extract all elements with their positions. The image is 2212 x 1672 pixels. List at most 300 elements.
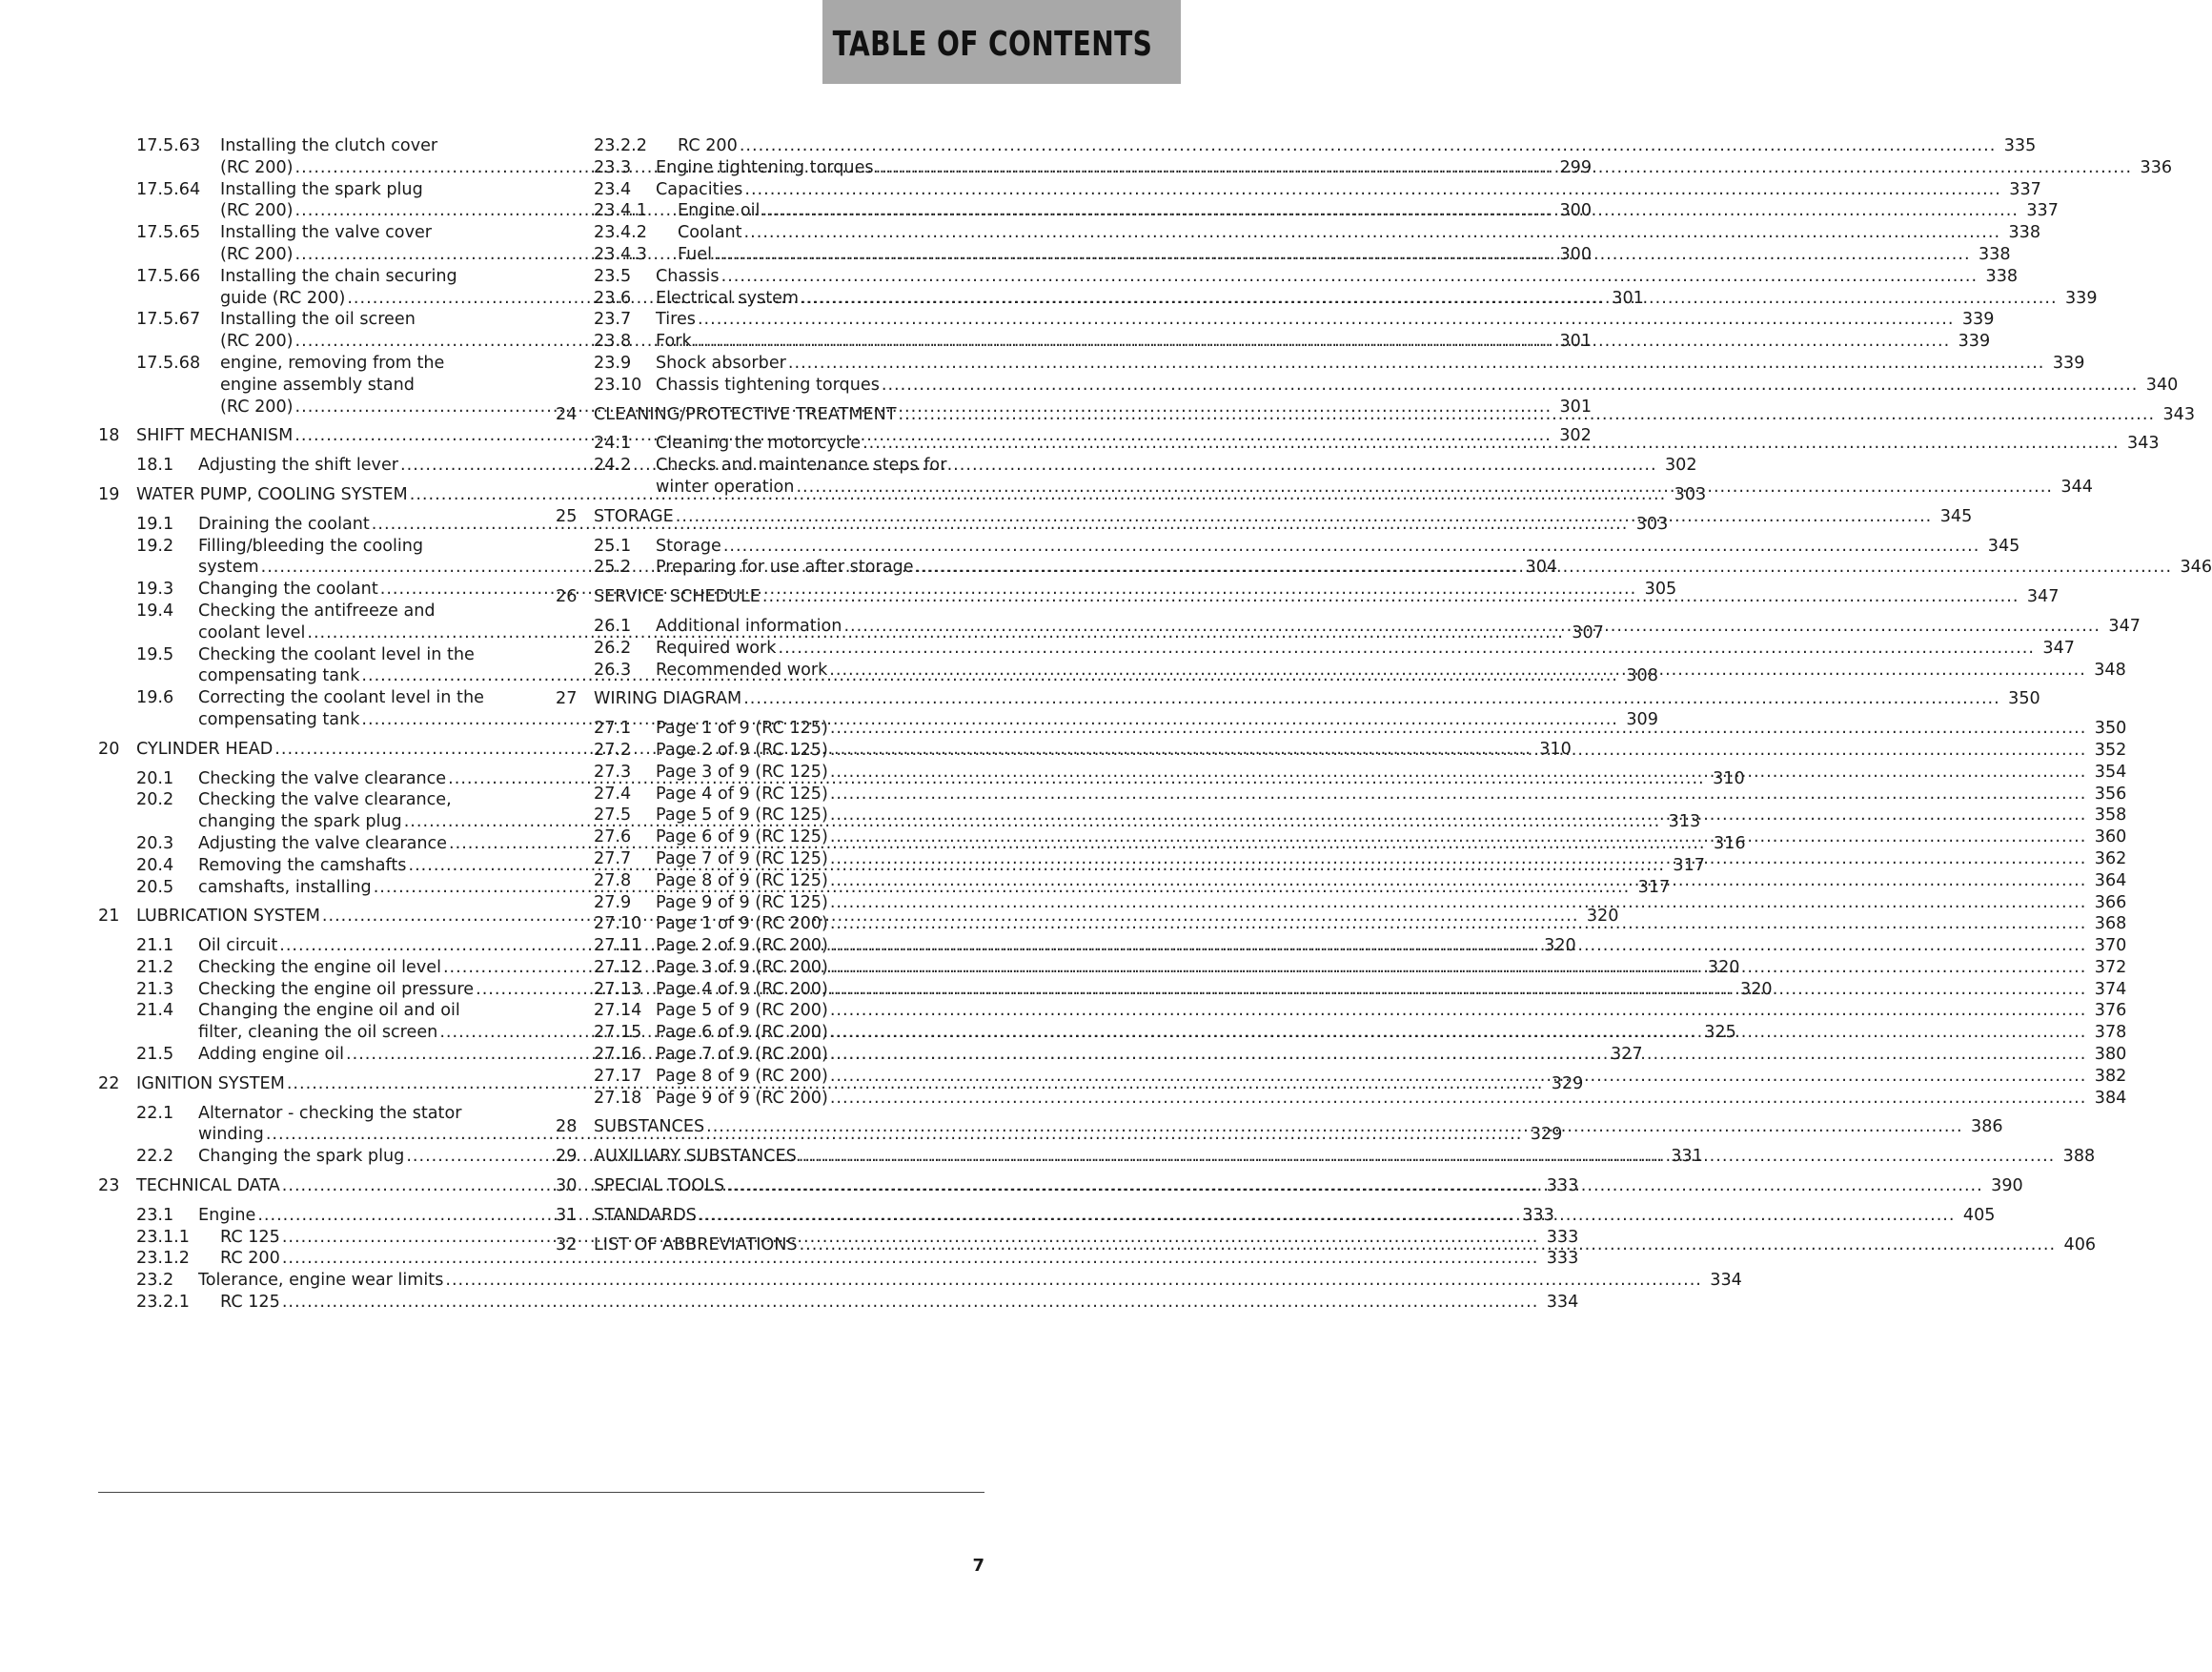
toc-entry[interactable] (556, 455, 984, 477)
toc-dot-leader (882, 375, 2139, 397)
toc-entry-page: 334 (1710, 1271, 1742, 1291)
toc-entry-page: 347 (2042, 638, 2075, 658)
toc-entry-page: 336 (2140, 157, 2173, 177)
toc-entry-page: 384 (2094, 1088, 2127, 1108)
toc-entry-title: (RC 200) (220, 157, 294, 177)
toc-entry-number: 23.8 (594, 332, 632, 352)
toc-entry-page: 354 (2094, 762, 2127, 782)
toc-entry-title: Page 4 of 9 (RC 200) (656, 979, 828, 999)
toc-entry-page: 382 (2094, 1066, 2127, 1086)
toc-entry-title: camshafts, installing (198, 877, 372, 897)
toc-entry-number: 24.2 (594, 456, 632, 476)
toc-entry-title: Installing the clutch cover (220, 136, 438, 155)
toc-entry-number: 23.4.3 (594, 244, 647, 264)
toc-entry-title: Engine oil (678, 201, 761, 221)
toc-entry-title: CYLINDER HEAD (136, 739, 274, 759)
toc-entry-number: 23.3 (594, 157, 632, 177)
toc-entry-page: 352 (2094, 740, 2127, 760)
toc-entry-page: 302 (1664, 456, 1697, 476)
toc-entry-number: 23.6 (594, 288, 632, 308)
toc-entry-page: 305 (1644, 580, 1677, 600)
toc-entry-page: 320 (1544, 936, 1576, 956)
toc-entry-page: 343 (2162, 404, 2196, 424)
toc-entry-title: Recommended work (656, 660, 828, 680)
toc-dot-leader (726, 1175, 1983, 1197)
toc-entry-page: 347 (2026, 587, 2060, 607)
toc-dot-leader (830, 870, 2087, 892)
page-title: TABLE OF CONTENTS (832, 25, 1152, 64)
toc-entry-title: engine assembly stand (220, 375, 415, 395)
toc-entry-title: Additional information (656, 616, 842, 636)
toc-entry-number: 20.3 (136, 833, 174, 853)
toc-entry-title: Correcting the coolant level in the (198, 688, 484, 708)
toc-entry-title: Capacities (656, 179, 743, 199)
toc-entry-number: 27.14 (594, 1001, 642, 1021)
toc-entry-title: Page 1 of 9 (RC 125) (656, 719, 828, 739)
toc-entry-title: Checks and maintenance steps for (656, 456, 947, 476)
toc-entry-page: 304 (1525, 558, 1558, 578)
toc-dot-leader (862, 433, 2120, 455)
toc-entry-number: 23.2.2 (594, 136, 647, 155)
toc-entry-number: 28 (556, 1117, 578, 1137)
page-number: 7 (972, 1556, 984, 1576)
toc-entry-title: winding (198, 1125, 264, 1145)
toc-entry-page: 317 (1637, 877, 1671, 897)
toc-entry-title: Installing the oil screen (220, 310, 416, 330)
toc-entry-page: 347 (2108, 616, 2141, 636)
toc-entry-page: 372 (2094, 957, 2127, 977)
toc-entry-number: 23.4.2 (594, 223, 647, 243)
toc-entry-page: 337 (2026, 201, 2059, 221)
toc-entry-number: 23.2.1 (136, 1293, 190, 1313)
toc-entry-title: Page 2 of 9 (RC 125) (656, 740, 828, 760)
toc-entry-title: Page 2 of 9 (RC 200) (656, 936, 828, 956)
toc-entry-number: 20 (98, 739, 120, 759)
toc-entry-title: Adjusting the shift lever (198, 456, 399, 476)
toc-dot-leader (830, 762, 2087, 784)
toc-entry-title: Storage (656, 536, 721, 556)
toc-entry-number: 19.5 (136, 644, 174, 664)
toc-dot-leader (676, 506, 1933, 528)
toc-entry-page: 348 (2094, 660, 2126, 680)
toc-entry-title: RC 200 (678, 136, 738, 155)
toc-entry-title: SUBSTANCES (594, 1117, 705, 1137)
toc-entry[interactable] (98, 1103, 526, 1125)
toc-entry[interactable] (98, 309, 526, 331)
toc-entry[interactable] (556, 309, 1995, 331)
toc-entry-number: 19 (98, 484, 120, 504)
toc-entry-number: 19.4 (136, 601, 174, 621)
toc-entry-number: 23.1 (136, 1205, 174, 1225)
toc-dot-leader (830, 826, 2087, 848)
toc-entry-page: 339 (1958, 332, 1991, 352)
toc-entry-number: 23.4 (594, 179, 632, 199)
toc-dot-leader (843, 616, 2100, 638)
toc-dot-leader (445, 1270, 1702, 1292)
toc-entry-title: Oil circuit (198, 936, 278, 956)
toc-entry-page: 350 (2008, 689, 2040, 709)
toc-entry-title: Fork (656, 332, 692, 352)
toc-entry-title: SPECIAL TOOLS (594, 1176, 725, 1196)
toc-entry[interactable] (556, 375, 2179, 397)
toc-entry-title: Adding engine oil (198, 1045, 345, 1065)
toc-entry[interactable] (556, 784, 2127, 805)
toc-entry-title: STANDARDS (594, 1205, 697, 1225)
toc-dot-leader (830, 1044, 2087, 1066)
toc-entry-continuation[interactable] (98, 375, 526, 397)
toc-entry[interactable] (98, 1248, 1579, 1270)
toc-entry-page: 388 (2062, 1147, 2096, 1167)
toc-entry[interactable] (98, 601, 526, 622)
toc-entry-page: 307 (1572, 622, 1604, 642)
toc-entry-title: Chassis tightening torques (656, 375, 880, 395)
toc-entry-number: 27.11 (594, 936, 642, 956)
toc-dot-leader (830, 1022, 2087, 1044)
toc-entry-page: 339 (2064, 288, 2098, 308)
toc-entry-title: Page 3 of 9 (RC 125) (656, 762, 828, 782)
toc-entry-page: 313 (1668, 812, 1701, 832)
toc-entry-title: filter, cleaning the oil screen (198, 1023, 438, 1043)
toc-entry-number: 23.4.1 (594, 201, 647, 221)
toc-dot-leader (761, 200, 2019, 222)
toc-dot-leader (830, 784, 2087, 805)
toc-entry-number: 18 (98, 426, 120, 446)
toc-entry-number: 26.2 (594, 638, 632, 658)
toc-entry[interactable] (98, 1270, 1742, 1292)
toc-entry[interactable] (556, 353, 2085, 375)
toc-entry-page: 345 (1987, 536, 2020, 556)
toc-entry-page: 299 (1559, 157, 1593, 177)
toc-entry-number: 17.5.63 (136, 136, 201, 155)
toc-entry-title: Installing the spark plug (220, 179, 423, 199)
toc-entry-page: 338 (1978, 244, 2011, 264)
toc-dot-leader (282, 1292, 1539, 1314)
toc-entry[interactable] (98, 135, 526, 157)
toc-entry-number: 27.8 (594, 870, 632, 890)
toc-entry-title: RC 200 (220, 1249, 280, 1269)
toc-entry-number: 27.17 (594, 1066, 642, 1086)
toc-dot-leader (721, 266, 1979, 288)
toc-entry-title: Fuel (678, 244, 713, 264)
toc-entry-number: 23.10 (594, 375, 642, 395)
toc-entry-title: Page 9 of 9 (RC 125) (656, 892, 828, 912)
toc-entry-page: 406 (2063, 1234, 2097, 1254)
toc-dot-leader (830, 1066, 2087, 1088)
toc-entry-number: 23.1.2 (136, 1249, 190, 1269)
toc-entry-title: Changing the spark plug (198, 1147, 405, 1167)
toc-dot-leader (916, 557, 2173, 579)
toc-entry[interactable] (98, 536, 526, 558)
toc-entry-number: 19.6 (136, 688, 174, 708)
toc-dot-leader (706, 1116, 1963, 1138)
toc-dot-leader (801, 288, 2058, 310)
toc-entry-page: 405 (1962, 1205, 1996, 1225)
toc-entry[interactable] (556, 222, 2041, 244)
toc-entry-page: 333 (1546, 1227, 1579, 1247)
toc-entry-title: Changing the engine oil and oil (198, 1001, 460, 1021)
toc-entry-page: 337 (2009, 179, 2041, 199)
toc-entry-page: 333 (1546, 1176, 1579, 1196)
toc-dot-leader (830, 848, 2087, 870)
toc-entry-title: SHIFT MECHANISM (136, 426, 294, 446)
toc-entry-page: 300 (1559, 244, 1593, 264)
toc-entry-title: WIRING DIAGRAM (594, 689, 742, 709)
toc-entry-title: (RC 200) (220, 332, 294, 352)
toc-dot-leader (830, 718, 2087, 740)
toc-entry[interactable] (556, 536, 2020, 558)
toc-entry-title: WATER PUMP, COOLING SYSTEM (136, 484, 408, 504)
toc-entry-number: 27.9 (594, 892, 632, 912)
toc-entry-title: Chassis (656, 266, 720, 286)
toc-entry-title: Installing the valve cover (220, 223, 433, 243)
toc-entry-title: Checking the engine oil level (198, 957, 441, 977)
toc-entry[interactable] (98, 687, 526, 709)
toc-entry-number: 31 (556, 1205, 578, 1225)
toc-entry[interactable] (556, 266, 2019, 288)
toc-entry-page: 343 (2127, 434, 2160, 454)
toc-entry-title: IGNITION SYSTEM (136, 1073, 285, 1093)
toc-entry-title: compensating tank (198, 666, 360, 686)
toc-entry-title: winter operation (656, 477, 795, 497)
toc-entry-title: Alternator - checking the stator (198, 1103, 462, 1123)
toc-entry[interactable] (98, 1292, 1579, 1314)
toc-dot-leader (714, 244, 1971, 266)
toc-entry-page: 334 (1546, 1293, 1579, 1313)
toc-entry-page: 366 (2094, 892, 2127, 912)
toc-entry-number: 27.12 (594, 957, 642, 977)
toc-entry-number: 22.1 (136, 1103, 174, 1123)
toc-entry-number: 27.16 (594, 1045, 642, 1065)
toc-entry-title: Page 7 of 9 (RC 200) (656, 1045, 828, 1065)
toc-dot-leader (830, 957, 2087, 979)
toc-entry-title: Changing the coolant (198, 580, 378, 600)
toc-entry-title: Checking the coolant level in the (198, 644, 475, 664)
toc-entry-number: 25 (556, 506, 578, 526)
toc-entry-title: CLEANING/PROTECTIVE TREATMENT (594, 404, 897, 424)
toc-entry-page: 320 (1740, 979, 1773, 999)
toc-entry-number: 20.1 (136, 768, 174, 788)
toc-entry-title: Page 5 of 9 (RC 125) (656, 805, 828, 826)
toc-dot-leader (740, 135, 1997, 157)
toc-entry-number: 25.2 (594, 558, 632, 578)
toc-dot-leader (788, 353, 2045, 375)
toc-entry-page: 344 (2060, 477, 2093, 497)
toc-entry-page: 303 (1674, 484, 1707, 504)
toc-entry-page: 317 (1673, 855, 1705, 875)
toc-dot-leader (723, 536, 1980, 558)
toc-entry-number: 24 (556, 404, 578, 424)
toc-entry[interactable] (556, 892, 2127, 914)
toc-entry-number: 17.5.65 (136, 223, 201, 243)
toc-entry[interactable] (556, 638, 2075, 660)
toc-entry-number: 25.1 (594, 536, 632, 556)
toc-entry[interactable] (98, 353, 526, 375)
toc-entry-number: 26 (556, 587, 578, 607)
toc-entry-number: 27.6 (594, 827, 632, 847)
toc-entry-page: 310 (1713, 768, 1745, 788)
toc-entry-page: 329 (1530, 1125, 1563, 1145)
toc-entry[interactable] (98, 644, 526, 666)
toc-entry-number: 27.15 (594, 1023, 642, 1043)
toc-entry-title: Page 8 of 9 (RC 200) (656, 1066, 828, 1086)
toc-entry-number: 27.18 (594, 1088, 642, 1108)
toc-dot-leader (699, 1205, 1956, 1227)
toc-entry-number: 22.2 (136, 1147, 174, 1167)
toc-entry-page: 376 (2094, 1001, 2127, 1021)
toc-entry-title: RC 125 (220, 1293, 280, 1313)
toc-entry-number: 19.3 (136, 580, 174, 600)
toc-entry-title: Cleaning the motorcycle (656, 434, 862, 454)
toc-entry-number: 21.5 (136, 1045, 174, 1065)
toc-entry-number: 24.1 (594, 434, 632, 454)
toc-entry-number: 23.2 (136, 1271, 174, 1291)
toc-dot-leader (744, 179, 2001, 201)
toc-entry-number: 20.2 (136, 790, 174, 810)
toc-entry-title: Checking the engine oil pressure (198, 979, 475, 999)
toc-dot-leader (830, 979, 2087, 1001)
toc-entry-page: 320 (1707, 957, 1740, 977)
toc-entry-title: (RC 200) (220, 244, 294, 264)
toc-entry[interactable] (556, 179, 2041, 201)
toc-entry-number: 29 (556, 1147, 578, 1167)
toc-entry[interactable] (98, 1000, 526, 1022)
toc-entry-title: Page 9 of 9 (RC 200) (656, 1088, 828, 1108)
toc-entry-title: engine, removing from the (220, 353, 445, 373)
toc-dot-leader (800, 1234, 2057, 1256)
toc-entry-number: 19.1 (136, 514, 174, 534)
toc-entry-number: 26.1 (594, 616, 632, 636)
toc-entry-title: Coolant (678, 223, 742, 243)
toc-entry-title: Page 4 of 9 (RC 125) (656, 784, 828, 804)
toc-entry-page: 358 (2094, 805, 2127, 826)
toc-entry-page: 346 (2180, 558, 2212, 578)
toc-entry[interactable] (98, 266, 526, 288)
toc-entry-page: 325 (1704, 1023, 1736, 1043)
toc-entry-title: TECHNICAL DATA (136, 1176, 280, 1196)
toc-dot-leader (796, 477, 2053, 499)
toc-entry-number: 17.5.64 (136, 179, 201, 199)
toc-entry[interactable] (556, 135, 2037, 157)
toc-entry-number: 27.10 (594, 914, 642, 934)
toc-dot-leader (829, 660, 2086, 682)
toc-entry-number: 21 (98, 907, 120, 927)
toc-entry-number: 23.5 (594, 266, 632, 286)
toc-entry[interactable] (556, 1000, 2127, 1022)
toc-entry-title: Page 8 of 9 (RC 125) (656, 870, 828, 890)
toc-entry-page: 327 (1610, 1045, 1643, 1065)
toc-entry-title: LIST OF ABBREVIATIONS (594, 1234, 798, 1254)
toc-entry-number: 17.5.66 (136, 266, 201, 286)
toc-entry-title: Page 7 of 9 (RC 125) (656, 848, 828, 868)
toc-entry-title: guide (RC 200) (220, 288, 346, 308)
toc-entry-page: 301 (1559, 397, 1593, 417)
toc-entry-page: 308 (1626, 666, 1658, 686)
toc-entry-title: LUBRICATION SYSTEM (136, 907, 320, 927)
toc-entry-title: Installing the chain securing (220, 266, 457, 286)
toc-dot-leader (899, 404, 2156, 426)
toc-entry-page: 339 (1961, 310, 1995, 330)
toc-entry-page: 301 (1612, 288, 1644, 308)
toc-dot-leader (694, 331, 1951, 353)
toc-entry-number: 27.7 (594, 848, 632, 868)
toc-entry-number: 27.2 (594, 740, 632, 760)
toc-dot-leader (830, 935, 2087, 957)
toc-entry-title: Required work (656, 638, 777, 658)
toc-entry-page: 340 (2145, 375, 2179, 395)
toc-entry-number: 19.2 (136, 536, 174, 556)
toc-entry-page: 338 (2008, 223, 2041, 243)
toc-dot-leader (762, 586, 2019, 608)
toc-entry-title: AUXILIARY SUBSTANCES (594, 1147, 797, 1167)
toc-entry-number: 27.13 (594, 979, 642, 999)
toc-entry-page: 301 (1559, 332, 1593, 352)
toc-dot-leader (799, 1146, 2056, 1168)
toc-entry-title: Tolerance, engine wear limits (198, 1271, 444, 1291)
toc-entry-title: Draining the coolant (198, 514, 370, 534)
toc-entry[interactable] (98, 222, 526, 244)
toc-entry[interactable] (98, 179, 526, 201)
toc-entry-title: Page 6 of 9 (RC 200) (656, 1023, 828, 1043)
toc-entry-number: 23.7 (594, 310, 632, 330)
toc-entry-page: 329 (1551, 1073, 1584, 1093)
toc-entry-title: Checking the valve clearance (198, 768, 447, 788)
toc-entry-page: 333 (1522, 1205, 1554, 1225)
toc-entry-title: SERVICE SCHEDULE (594, 587, 761, 607)
toc-entry-number: 21.1 (136, 936, 174, 956)
toc-dot-leader (830, 892, 2087, 914)
toc-entry-page: 356 (2094, 784, 2127, 804)
toc-dot-leader (830, 913, 2087, 935)
toc-entry-title: Page 3 of 9 (RC 200) (656, 957, 828, 977)
toc-entry[interactable] (98, 789, 526, 811)
toc-entry-page: 300 (1559, 201, 1593, 221)
toc-entry-number: 32 (556, 1234, 578, 1254)
toc-entry-title: Tires (656, 310, 696, 330)
footer-divider (98, 1492, 984, 1493)
toc-entry-title: Checking the valve clearance, (198, 790, 452, 810)
toc-entry-number: 26.3 (594, 660, 632, 680)
toc-entry-page: 333 (1546, 1249, 1579, 1269)
toc-entry-page: 364 (2094, 870, 2127, 890)
toc-entry-page: 350 (2094, 719, 2127, 739)
toc-entry-title: Filling/bleeding the cooling (198, 536, 424, 556)
toc-entry-number: 22 (98, 1073, 120, 1093)
toc-entry-page: 374 (2094, 979, 2127, 999)
toc-dot-leader (778, 638, 2035, 660)
toc-dot-leader (830, 805, 2087, 826)
toc-entry-title: Removing the camshafts (198, 855, 407, 875)
toc-entry-page: 380 (2094, 1045, 2127, 1065)
toc-entry-title: changing the spark plug (198, 812, 402, 832)
toc-entry-page: 338 (1985, 266, 2019, 286)
toc-entry-page: 316 (1713, 833, 1746, 853)
header-band (822, 0, 1181, 84)
toc-dot-leader (744, 222, 2001, 244)
toc-entry-page: 360 (2094, 827, 2127, 847)
toc-entry-title: system (198, 558, 259, 578)
toc-entry-title: STORAGE (594, 506, 674, 526)
toc-entry-page: 303 (1635, 514, 1669, 534)
toc-entry-number: 21.3 (136, 979, 174, 999)
toc-entry-page: 309 (1626, 709, 1658, 729)
toc-entry-page: 310 (1539, 739, 1572, 759)
toc-chapter-entry[interactable] (556, 688, 2040, 710)
toc-entry-number: 23.1.1 (136, 1227, 190, 1247)
toc-entry[interactable] (556, 1088, 2127, 1110)
toc-entry-number: 27.5 (594, 805, 632, 826)
toc-entry-title: Checking the antifreeze and (198, 601, 436, 621)
toc-entry-number: 17.5.68 (136, 353, 201, 373)
